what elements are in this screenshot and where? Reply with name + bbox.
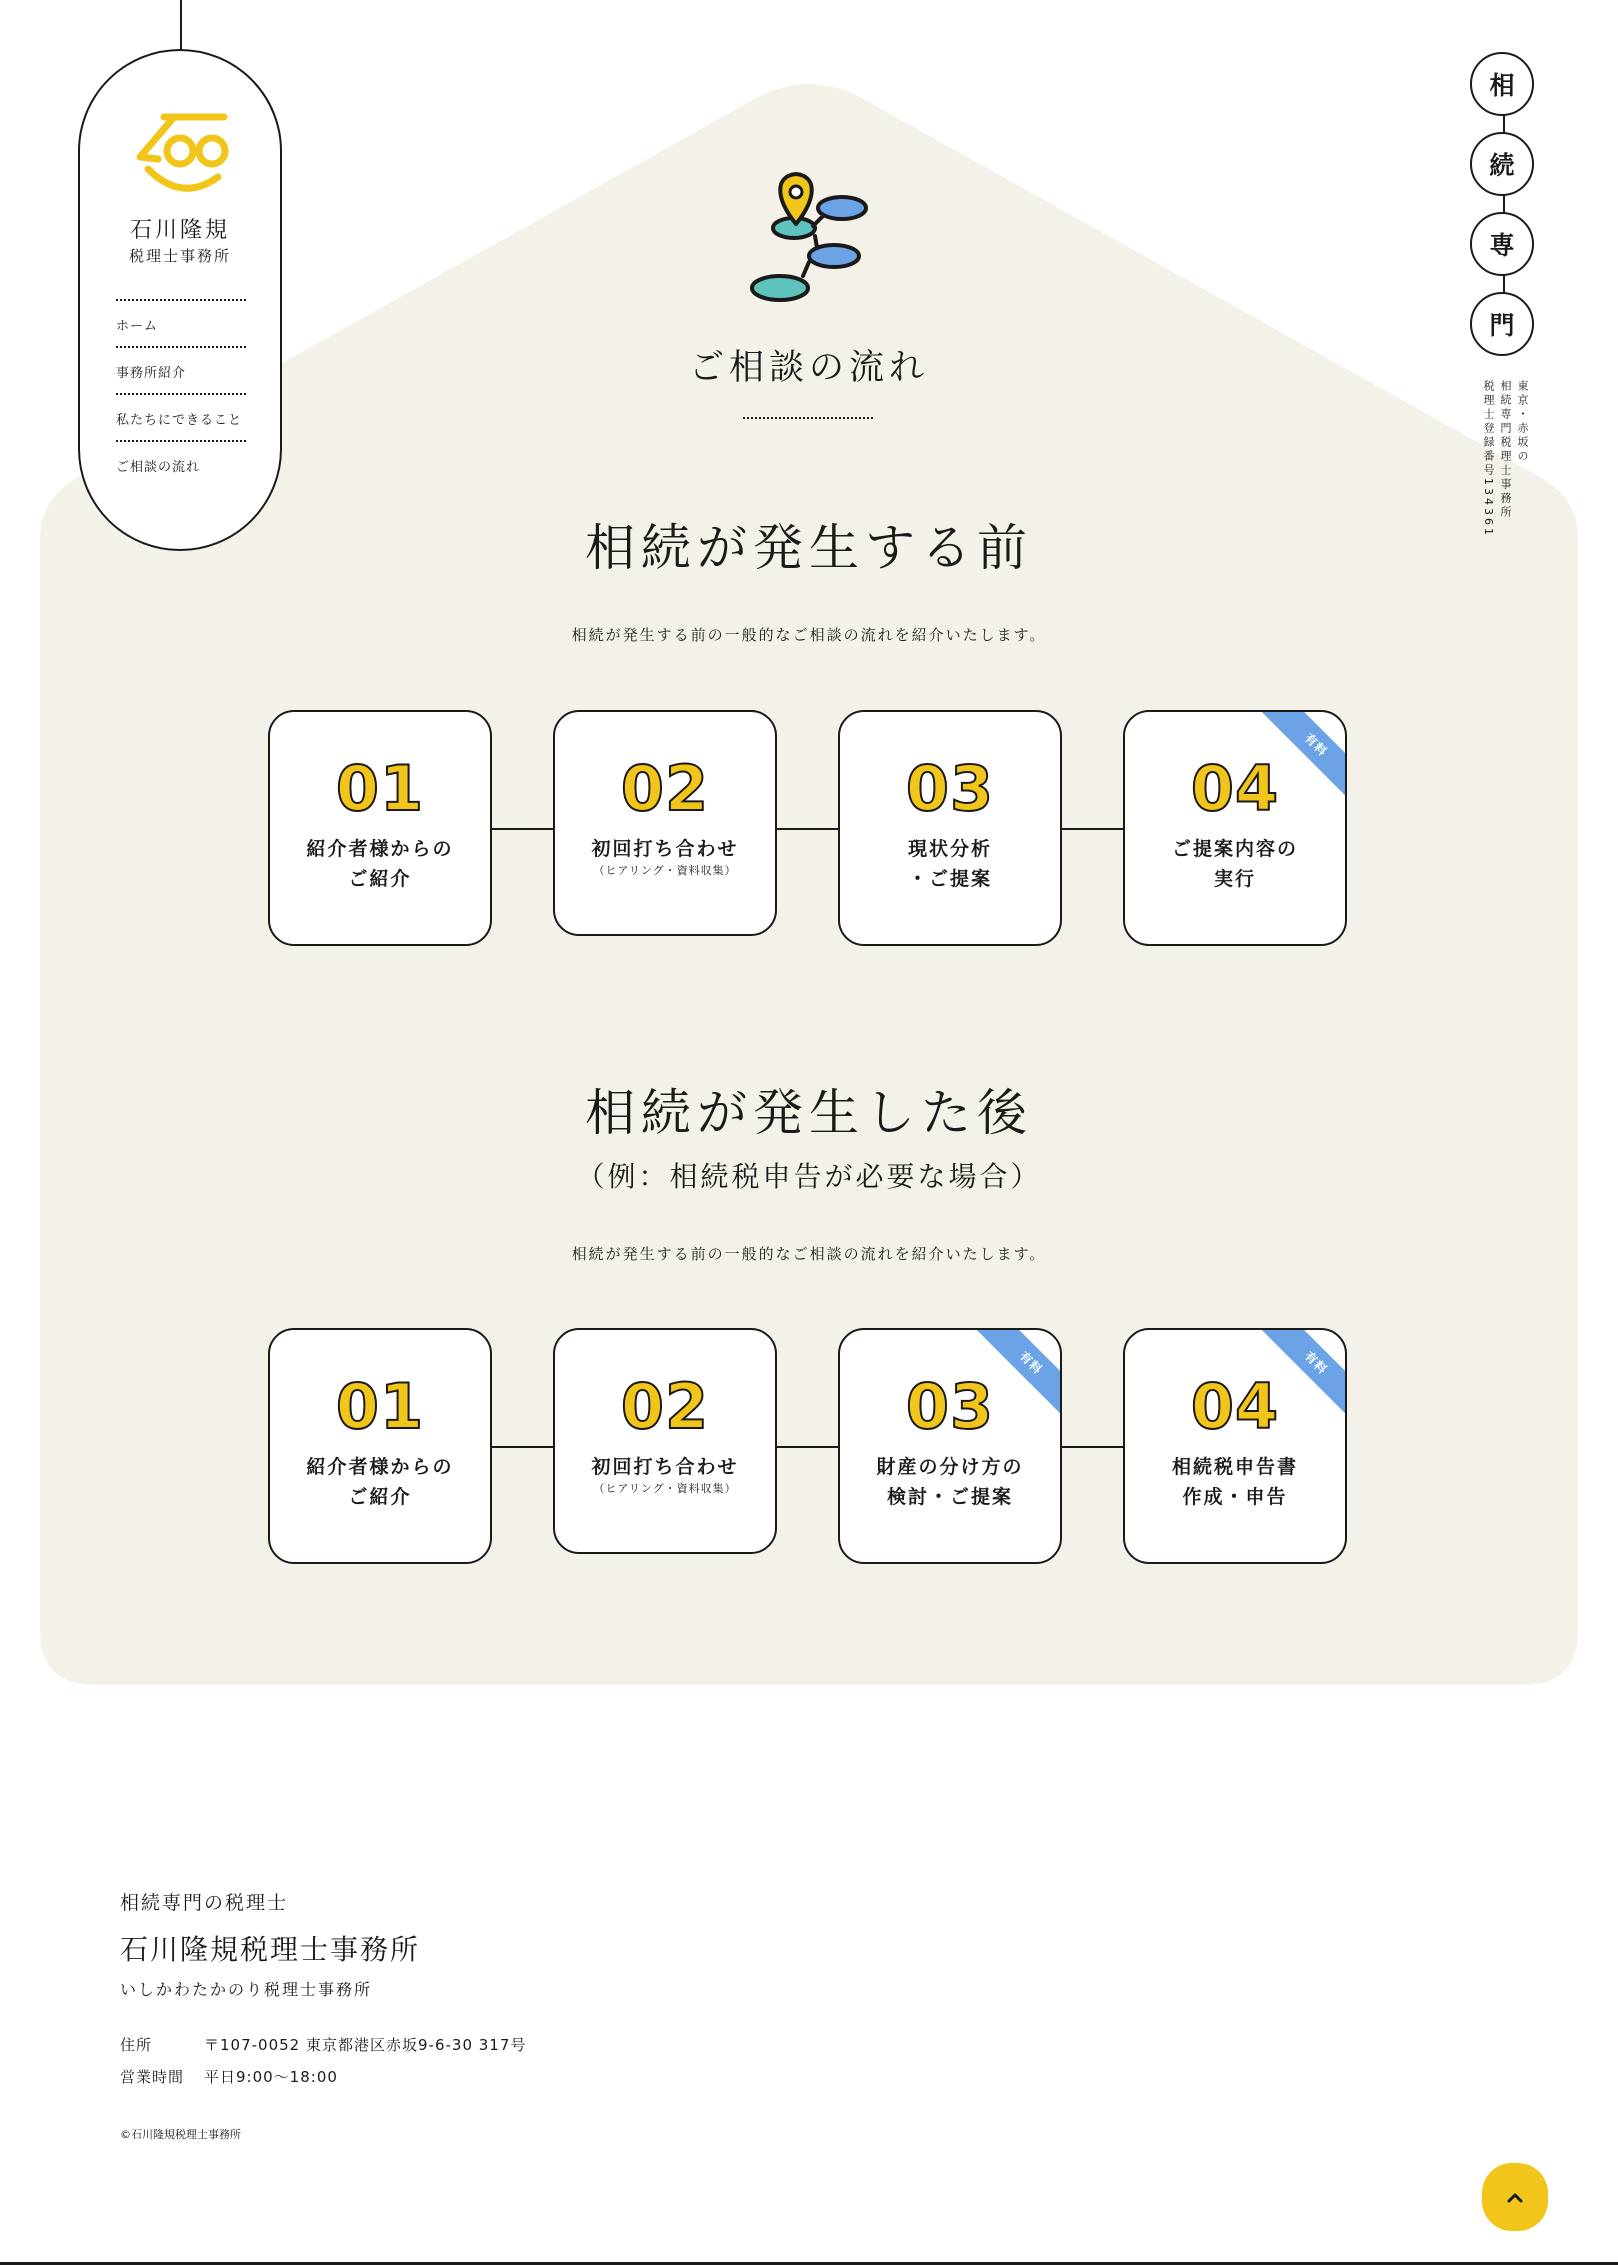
paid-badge: 有料 xyxy=(974,1328,1062,1420)
step-sublabel: （ヒアリング・資料収集） xyxy=(593,1482,737,1495)
title-divider xyxy=(743,417,873,419)
step-number: 03 xyxy=(905,1370,995,1443)
side-char-2: 続 xyxy=(1470,132,1534,196)
step-label: 相続税申告書 xyxy=(1171,1456,1298,1478)
step-label-line2: ご紹介 xyxy=(348,868,412,890)
step-label-line2: 実行 xyxy=(1213,868,1256,890)
step-card xyxy=(553,1328,777,1554)
step-sublabel: （ヒアリング・資料収集） xyxy=(593,864,737,877)
section-before-description: 相続が発生する前の一般的なご相談の流れを紹介いたします。 xyxy=(571,626,1047,644)
steps-connector xyxy=(378,1446,1238,1448)
steps-before xyxy=(268,710,1350,948)
footer-address-label: 住所 xyxy=(120,2036,153,2054)
side-char-4: 門 xyxy=(1470,292,1534,356)
footer-tagline: 相続専門の税理士 xyxy=(120,1892,289,1914)
steps-connector xyxy=(378,828,1238,830)
step-card xyxy=(1123,1328,1347,1564)
step-card xyxy=(838,710,1062,946)
footer-copyright: ©石川隆規税理士事務所 xyxy=(120,2128,241,2141)
map-pin-route-icon xyxy=(745,168,875,308)
step-number: 02 xyxy=(620,1370,710,1443)
step-label: 初回打ち合わせ xyxy=(591,1456,739,1478)
step-card xyxy=(268,1328,492,1564)
brand-sub: 税理士事務所 xyxy=(128,247,231,265)
section-after-description: 相続が発生する前の一般的なご相談の流れを紹介いたします。 xyxy=(571,1245,1047,1263)
side-text-registration: 税理士登録番号134361 xyxy=(1482,380,1495,538)
paid-badge: 有料 xyxy=(1259,1328,1347,1420)
step-number: 02 xyxy=(620,752,710,825)
step-number: 04 xyxy=(1190,752,1280,825)
footer-office-kana: いしかわたかのり税理士事務所 xyxy=(120,1980,373,1999)
step-label: 現状分析 xyxy=(907,838,992,860)
nav-item-home[interactable]: ホーム xyxy=(116,299,246,346)
section-after-title: 相続が発生した後 xyxy=(585,1084,1033,1142)
step-label: 初回打ち合わせ xyxy=(591,838,739,860)
step-card xyxy=(553,710,777,936)
paid-badge: 有料 xyxy=(1259,710,1347,802)
step-label: 紹介者様からの xyxy=(306,838,454,860)
step-label-line2: 検討・ご提案 xyxy=(886,1486,1013,1508)
footer-hours-label: 営業時間 xyxy=(120,2068,185,2086)
step-number: 04 xyxy=(1190,1370,1280,1443)
nav-item-about[interactable]: 事務所紹介 xyxy=(116,346,246,393)
step-number: 03 xyxy=(905,752,995,825)
footer-hours-row xyxy=(120,2066,338,2087)
brand-name: 石川隆規 xyxy=(129,218,230,243)
section-after-subtitle: （例：相続税申告が必要な場合） xyxy=(576,1160,1042,1193)
step-label-line2: 作成・申告 xyxy=(1182,1486,1288,1508)
step-number: 01 xyxy=(335,752,425,825)
main-nav xyxy=(116,299,246,487)
step-card xyxy=(268,710,492,946)
logo-icon xyxy=(126,107,236,203)
side-text-office: 相続専門税理士事務所 xyxy=(1499,380,1512,520)
nav-hanger-line xyxy=(180,0,182,50)
step-card xyxy=(838,1328,1062,1564)
nav-item-services[interactable]: 私たちにできること xyxy=(116,393,246,440)
step-number: 01 xyxy=(335,1370,425,1443)
section-before-title: 相続が発生する前 xyxy=(585,519,1033,577)
side-char-1: 相 xyxy=(1470,52,1534,116)
footer-hours: 平日9:00〜18:00 xyxy=(204,2068,338,2086)
side-text-area: 東京・赤坂の xyxy=(1516,380,1529,464)
steps-after xyxy=(268,1328,1350,1566)
step-label-line2: ご紹介 xyxy=(348,1486,412,1508)
chevron-up-icon xyxy=(1505,2190,1525,2204)
nav-capsule xyxy=(78,49,282,551)
footer-address: 〒107-0052 東京都港区赤坂9-6-30 317号 xyxy=(204,2036,527,2054)
step-label: 財産の分け方の xyxy=(876,1456,1024,1478)
nav-item-flow[interactable]: ご相談の流れ xyxy=(116,440,246,487)
step-label: ご提案内容の xyxy=(1171,838,1298,860)
step-label: 紹介者様からの xyxy=(306,1456,454,1478)
back-to-top-button[interactable] xyxy=(1482,2163,1548,2231)
step-label-line2: ・ご提案 xyxy=(907,868,992,890)
footer-office-name: 石川隆規税理士事務所 xyxy=(120,1933,421,1966)
step-card xyxy=(1123,710,1347,946)
page-title: ご相談の流れ xyxy=(688,348,929,388)
footer-address-row xyxy=(120,2034,526,2055)
side-char-3: 専 xyxy=(1470,212,1534,276)
